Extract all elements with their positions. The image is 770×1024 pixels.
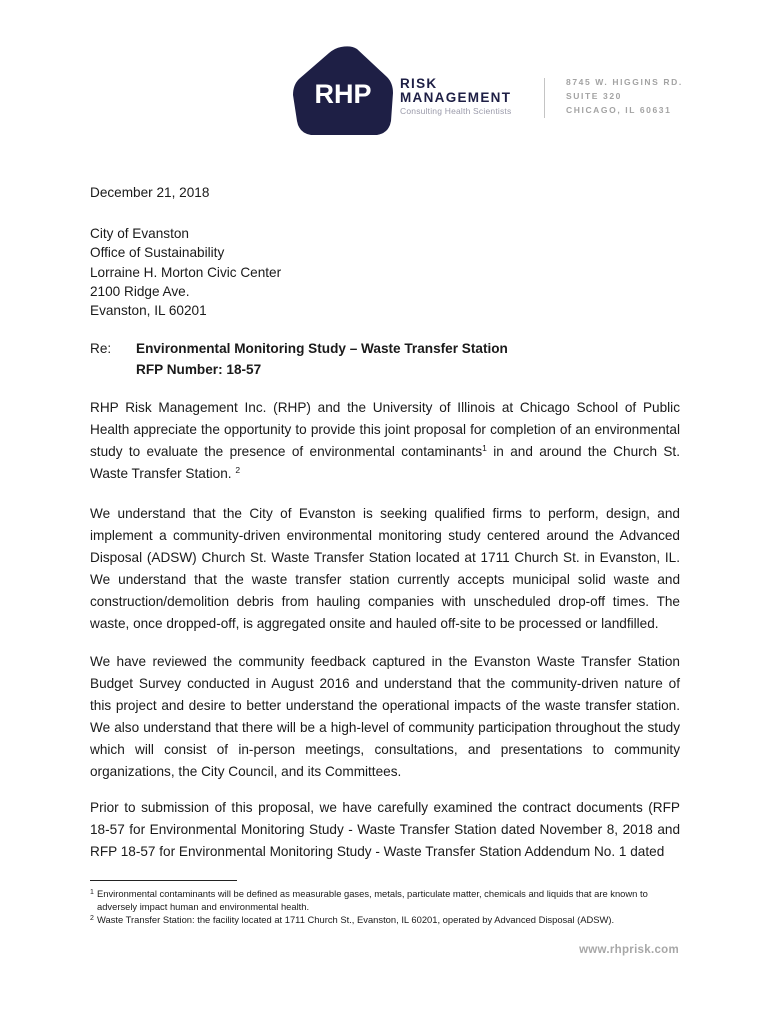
recipient-line: Office of Sustainability	[90, 245, 225, 261]
footnote	[90, 887, 680, 913]
company-address	[566, 75, 683, 117]
paragraph-intro-text-a: RHP Risk Management Inc. (RHP) and the University of Illinois at Chicago School of Public Health appreciate the opportunity to provide this joint proposal for completion of an environmental study to evaluate the presence of environmental contaminants	[90, 400, 680, 460]
logo-text: RHP	[314, 79, 372, 109]
recipient-line: Evanston, IL 60201	[90, 303, 207, 319]
paragraph-intro	[90, 397, 680, 485]
paragraph-understanding: We understand that the City of Evanston is seeking qualified firms to perform, design, and implement a community-driven environmental monitoring study centered around the Advanced Disposal (ADSW) Church St. Waste Transfer Station located at 1711 Church St. in Evanston, IL. We understand that the waste transfer station currently accepts municipal solid waste and construction/demolition debris from hauling companies with unscheduled drop-off times. The waste, once dropped-off, is aggregated onsite and hauled off-site to be processed or landfilled.	[90, 506, 680, 632]
paragraph-community: We have reviewed the community feedback captured in the Evanston Waste Transfer Station Budget Survey conducted in August 2016 and understand that the community-driven nature of this project and desire to better understand the operational impacts of the waste transfer station. We also understand that there will be a high-level of community participation throughout the study which will consist of in-person meetings, consultations, and presentations to community organizations, the City Council, and its Committees.	[90, 654, 680, 780]
footnote	[90, 913, 680, 926]
rhp-logo-mark	[293, 45, 393, 135]
recipient-line: Lorraine H. Morton Civic Center	[90, 264, 282, 280]
footnote-text: Waste Transfer Station: the facility located at 1711 Church St., Evanston, IL 60201, operated by Advanced Disposal (ADSW).	[97, 914, 615, 925]
subject-block	[90, 338, 680, 380]
letter-date: December 21, 2018	[90, 185, 210, 200]
subject-title: Environmental Monitoring Study – Waste Transfer Station	[136, 341, 508, 356]
subject-label: Re:	[90, 341, 112, 356]
address-line-2: SUITE 320	[566, 91, 622, 101]
rfp-number: RFP Number: 18-57	[136, 362, 262, 377]
footnote-divider	[90, 880, 237, 881]
recipient-address	[90, 224, 680, 320]
letterhead-divider	[544, 78, 545, 118]
footnotes	[90, 887, 680, 926]
address-line-3: CHICAGO, IL 60631	[566, 105, 672, 115]
brand-name	[400, 77, 511, 117]
brand-line-1: RISK	[400, 76, 438, 91]
footnote-mark: 1	[90, 889, 94, 896]
recipient-line: 2100 Ridge Ave.	[90, 283, 190, 299]
footnote-ref-2: 2	[235, 465, 241, 476]
footnote-mark: 2	[90, 915, 94, 922]
paragraph-contract-documents: Prior to submission of this proposal, we have carefully examined the contract documents (RFP 18-57 for Environmental Monitoring Study - Waste Transfer Station dated November 8, 2018 and RFP 18-57 for Environmental Monitoring Study - Waste Transfer Station Addendum No. 1 dated	[90, 800, 680, 860]
brand-line-2: MANAGEMENT	[400, 90, 512, 105]
recipient-line: City of Evanston	[90, 226, 189, 241]
brand-tagline: Consulting Health Scientists	[400, 106, 512, 116]
website-link[interactable]: www.rhprisk.com	[579, 944, 679, 956]
address-line-1: 8745 W. HIGGINS RD.	[566, 77, 683, 87]
rhp-logo	[293, 45, 393, 135]
footnote-text: Environmental contaminants will be defined as measurable gases, metals, particulate matter, chemicals and liquids that are known to adversely impact human and environmental health.	[97, 888, 648, 912]
paragraph-intro-text-b: in and around the Church St. Waste Transfer Station.	[90, 444, 680, 482]
footnote-ref-1: 1	[482, 443, 487, 454]
